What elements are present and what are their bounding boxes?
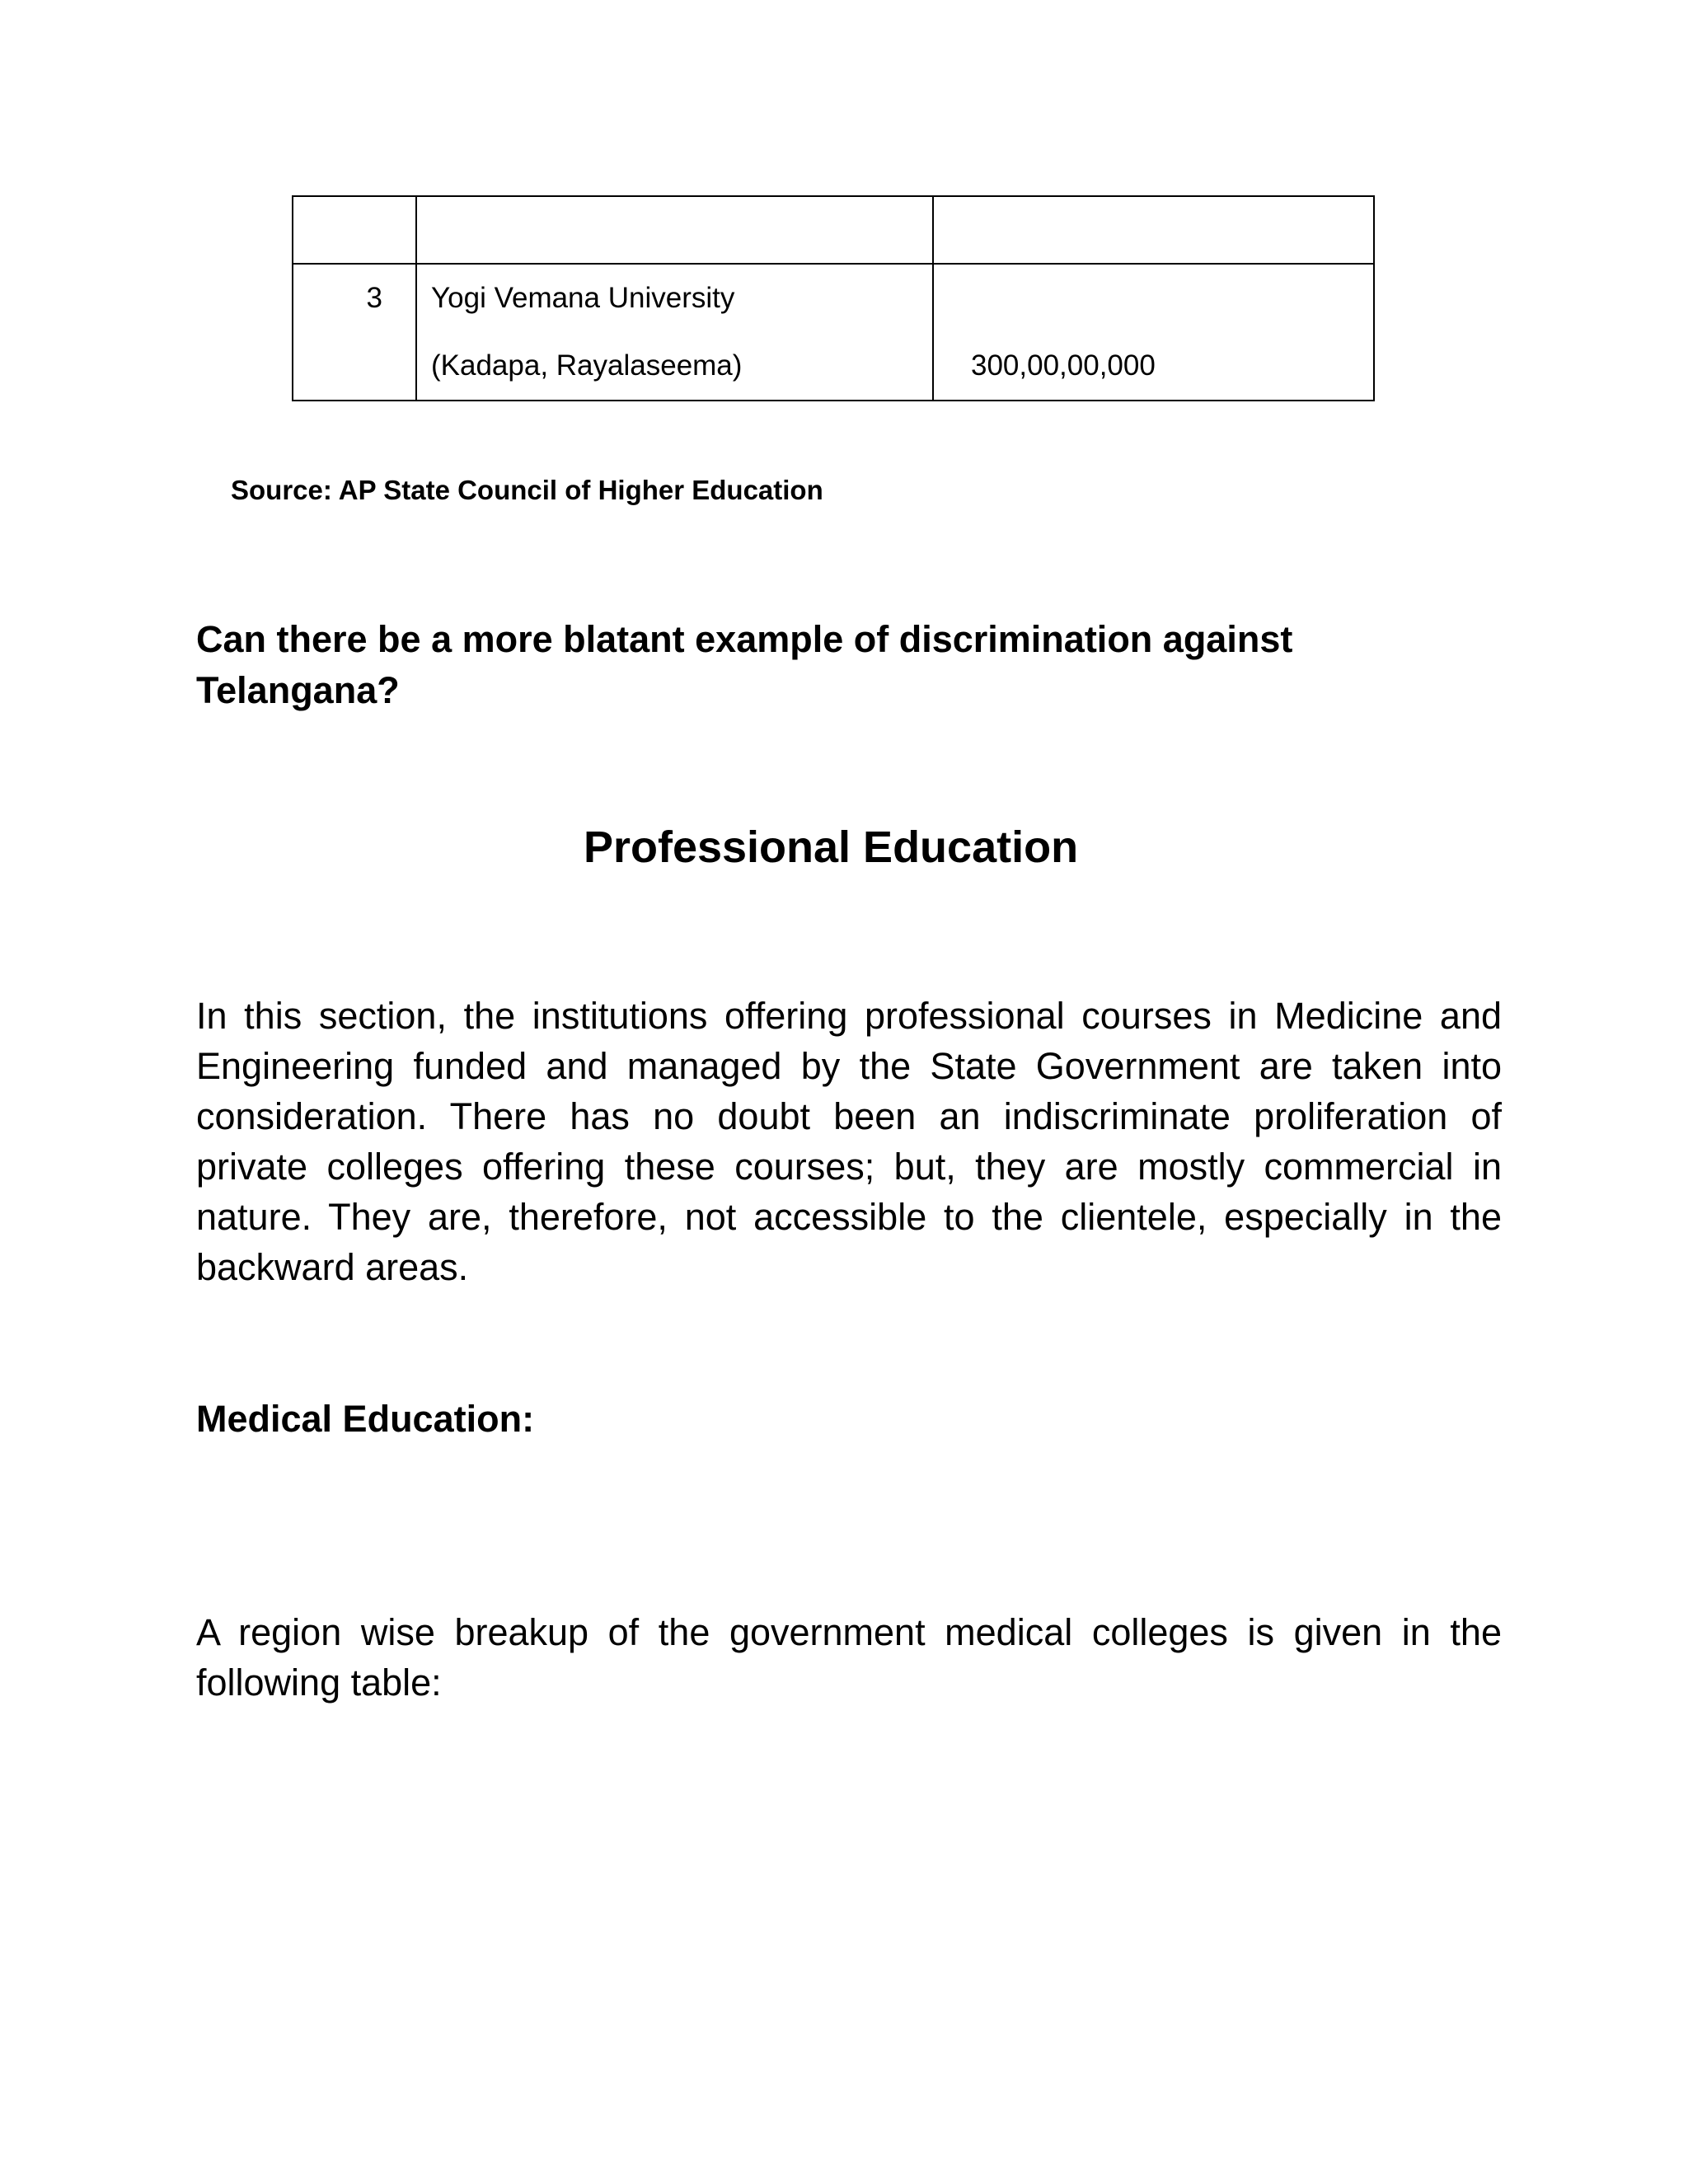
table-row [293,196,1374,264]
university-location: (Kadapa, Rayalaseema) [431,349,743,382]
table-cell-amount [933,196,1374,264]
table-source-note: Source: AP State Council of Higher Education [231,475,823,505]
rhetorical-question: Can there be a more blatant example of discrimination against Telangana? [196,618,1293,711]
closing-paragraph: A region wise breakup of the government medical colleges is given in the following table: [196,1611,1502,1704]
table-cell-number [293,196,416,264]
university-funding-table [292,195,1375,401]
table-cell-number: 3 [293,264,416,401]
intro-paragraph: In this section, the institutions offering professional courses in Medicine and Engineering funded and managed by the State Government are taken into consideration. There has no doubt been an indiscriminate proliferation of private colleges offering these courses; but, they are mostly commercial in nature. They are, therefore, not accessible to the clientele, especially in the backward areas. [196,995,1502,1288]
table-cell-university [416,196,933,264]
subheading-medical-education: Medical Education: [196,1398,535,1440]
table-cell-amount [933,264,1374,401]
amount-value: 300,00,00,000 [971,349,1156,382]
section-title: Professional Education [583,823,1079,872]
table-row [293,264,1374,401]
university-name: Yogi Vemana University [431,282,735,314]
table-cell-university [416,264,933,401]
